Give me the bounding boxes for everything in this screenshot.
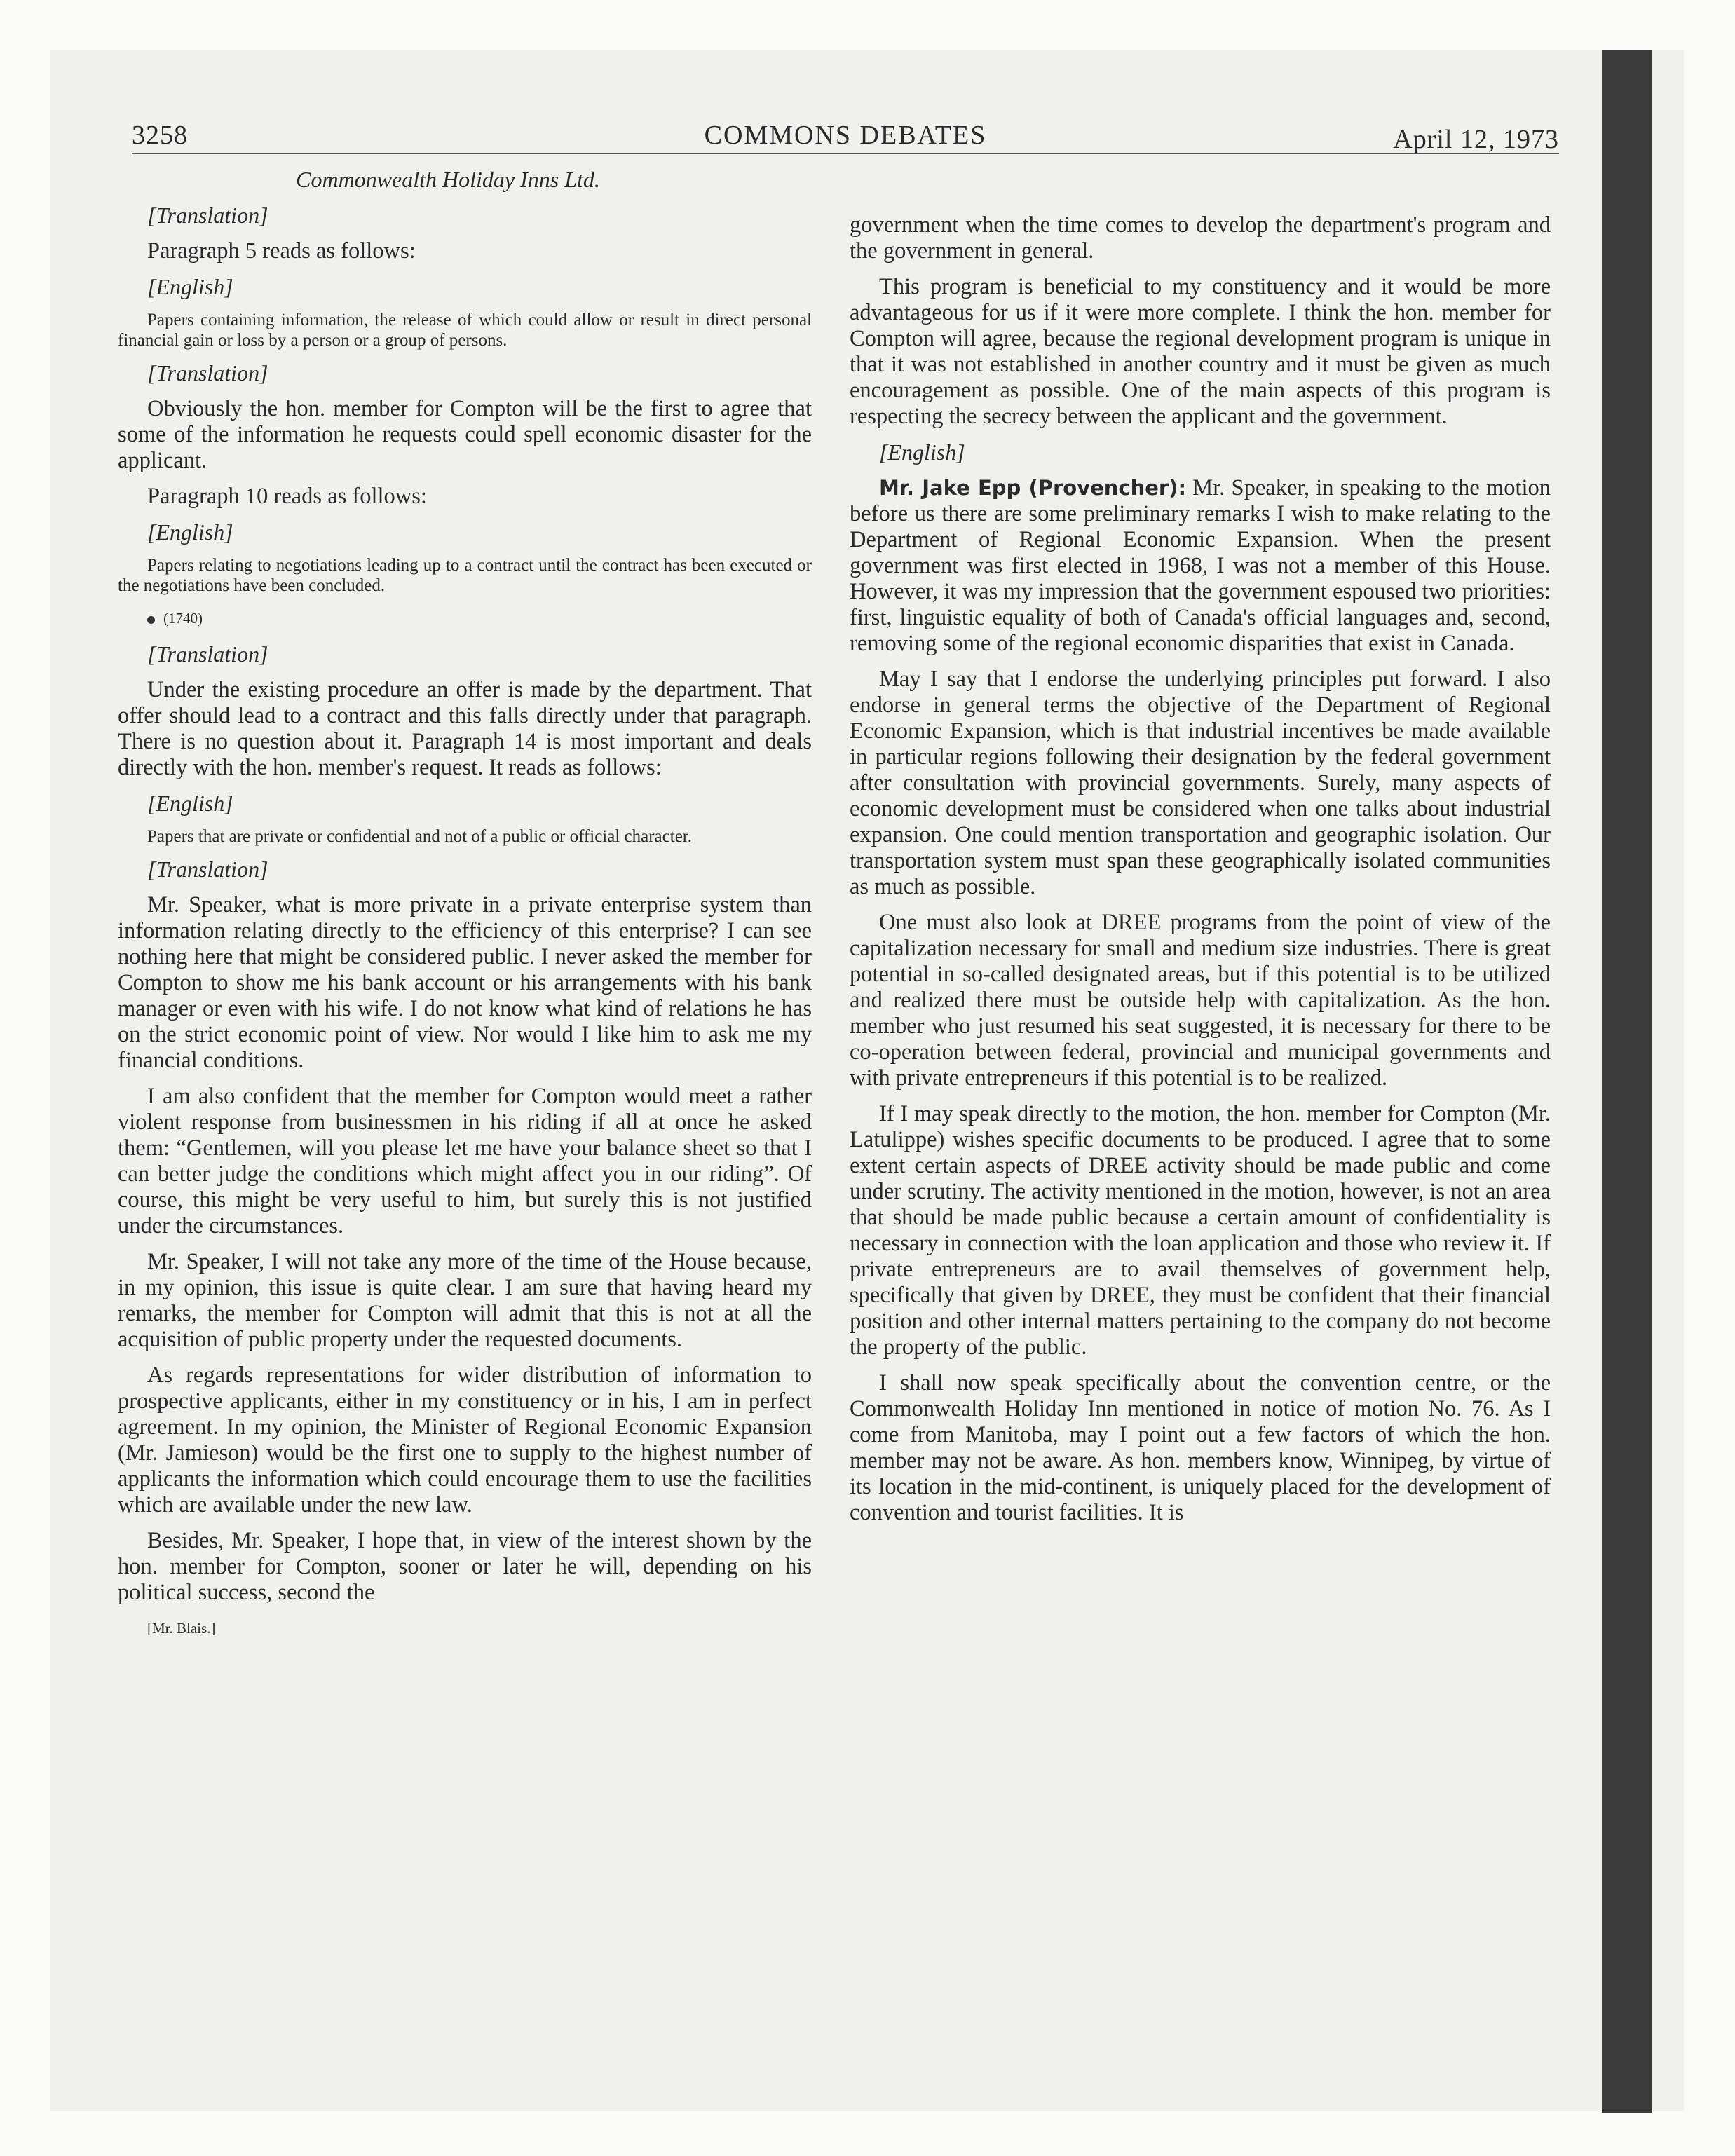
paragraph: Under the existing procedure an offer is made by the department. That offer should lead to a contract and this falls directly under that paragraph. There is no question about it. Paragraph 14 is most important and deals directly with the hon. member's request. It reads as follows: — [118, 677, 812, 780]
paragraph: government when the time comes to develop the department's program and the government in general. — [850, 212, 1551, 264]
paragraph: Mr. Speaker, I will not take any more of the time of the House because, in my opinion, this issue is quite clear. I am sure that having heard my remarks, the member for Compton will admit that this is not at all the acquisition of public property under the requested documents. — [118, 1249, 812, 1352]
speaker-name: Mr. Jake Epp (Provencher): — [879, 476, 1187, 500]
scan-edge-bar — [1602, 50, 1652, 2113]
quoted-paragraph: Papers relating to negotiations leading up to a contract until the contract has been executed or the negotiations have been concluded. — [118, 556, 812, 595]
paragraph: Paragraph 5 reads as follows: — [147, 238, 416, 264]
quoted-paragraph: Papers containing information, the release of which could allow or result in direct personal financial gain or loss by a person or a group of persons. — [118, 311, 812, 350]
speech-paragraph — [850, 475, 1551, 657]
speech-text: Mr. Speaker, in speaking to the motion before us there are some preliminary remarks I wish to make relating to the Department of Regional Economic Expansion. When the present government was first elected in 1968, I was not a member of this House. However, it was my impression that the government espoused two priorities: first, linguistic equality of both of Canada's official languages and, second, removing some of the regional economic disparities that exist in Canada. — [850, 475, 1551, 656]
language-marker: [English] — [147, 274, 233, 299]
right-column — [850, 212, 1551, 1536]
language-marker: [English] — [879, 439, 965, 465]
page-header — [132, 118, 1559, 154]
language-marker: [English] — [147, 519, 233, 545]
language-marker: [Translation] — [147, 203, 268, 228]
paragraph: If I may speak directly to the motion, the hon. member for Compton (Mr. Latulippe) wishes specific documents to be produced. I agree that to some extent certain aspects of DREE activity should be made public and come under scrutiny. The activity mentioned in the motion, however, is not an area that should be made public because a certain amount of confidentiality is necessary in connection with the loan application and those who review it. If private entrepreneurs are to avail themselves of government help, specifically that given by DREE, they must be confident that their financial position and other internal matters pertaining to the company do not become the property of the public. — [850, 1101, 1551, 1360]
language-marker: [Translation] — [147, 641, 268, 667]
section-heading: Commonwealth Holiday Inns Ltd. — [296, 167, 600, 192]
language-marker: [English] — [147, 791, 233, 816]
page-date: April 12, 1973 — [1393, 125, 1559, 154]
quoted-paragraph: Papers that are private or confidential and not of a public or official character. — [147, 827, 692, 846]
publication-title: COMMONS DEBATES — [704, 121, 987, 150]
paragraph: Obviously the hon. member for Compton will be the first to agree that some of the information he requests could spell economic disaster for the applicant. — [118, 396, 812, 473]
paragraph: I shall now speak specifically about the convention centre, or the Commonwealth Holiday Inn mentioned in notice of motion No. 76. As I come from Manitoba, may I point out a few factors of which the hon. member may not be aware. As hon. members know, Winnipeg, by virtue of its location in the mid-continent, is uniquely placed for the development of convention and tourist facilities. It is — [850, 1370, 1551, 1525]
language-marker: [Translation] — [147, 857, 268, 882]
bullet-icon — [147, 616, 155, 624]
paragraph: I am also confident that the member for Compton would meet a rather violent response from businessmen in his riding if all at once he asked them: “Gentlemen, will you please let me have your balance sheet so that I can better judge the conditions which might affect you in our riding”. Of course, this might be very useful to him, but surely this is not justified under the circumstances. — [118, 1084, 812, 1239]
time-mark — [118, 606, 812, 632]
page-number: 3258 — [132, 121, 188, 150]
paragraph: Paragraph 10 reads as follows: — [147, 484, 427, 509]
time-mark-text: (1740) — [163, 610, 203, 627]
left-column — [118, 167, 812, 1651]
speaker-footer: [Mr. Blais.] — [147, 1620, 216, 1637]
paragraph: As regards representations for wider distribution of information to prospective applicants, either in my constituency or in his, I am in perfect agreement. In my opinion, the Minister of Regional Economic Expansion (Mr. Jamieson) would be the first one to supply to the highest number of applicants the information which could encourage them to use the facilities which are available under the new law. — [118, 1363, 812, 1517]
paragraph: Besides, Mr. Speaker, I hope that, in view of the interest shown by the hon. member for Compton, sooner or later he will, depending on his political success, second the — [118, 1528, 812, 1605]
language-marker: [Translation] — [147, 360, 268, 386]
paragraph: Mr. Speaker, what is more private in a private enterprise system than information relating directly to the efficiency of this enterprise? I can see nothing here that might be considered public. I never asked the member for Compton to show me his bank account or his arrangements with his bank manager or even with his wife. I do not know what kind of relations he has on the strict economic point of view. Nor would I like him to ask me my financial conditions. — [118, 892, 812, 1073]
paragraph: This program is beneficial to my constituency and it would be more advantageous for us if it were more complete. I think the hon. member for Compton will agree, because the regional development program is unique in that it was not established in another country and it must be given as much encouragement as possible. One of the main aspects of this program is respecting the secrecy between the applicant and the government. — [850, 274, 1551, 429]
paragraph: One must also look at DREE programs from the point of view of the capitalization necessary for small and medium size industries. There is great potential in so-called designated areas, but if this potential is to be utilized and realized there must be outside help with capitalization. As the hon. member who just resumed his seat suggested, it is necessary for there to be co-operation between federal, provincial and municipal governments and with private entrepreneurs if this potential is to be realized. — [850, 910, 1551, 1091]
paragraph: May I say that I endorse the underlying principles put forward. I also endorse in general terms the objective of the Department of Regional Economic Expansion, which is that industrial incentives be made available in particular regions following their designation by the federal government after consultation with provincial governments. Surely, many aspects of economic development must be considered when one talks about industrial expansion. One could mention transportation and geographic isolation. Our transportation system must span these geographically isolated communities as much as possible. — [850, 667, 1551, 899]
